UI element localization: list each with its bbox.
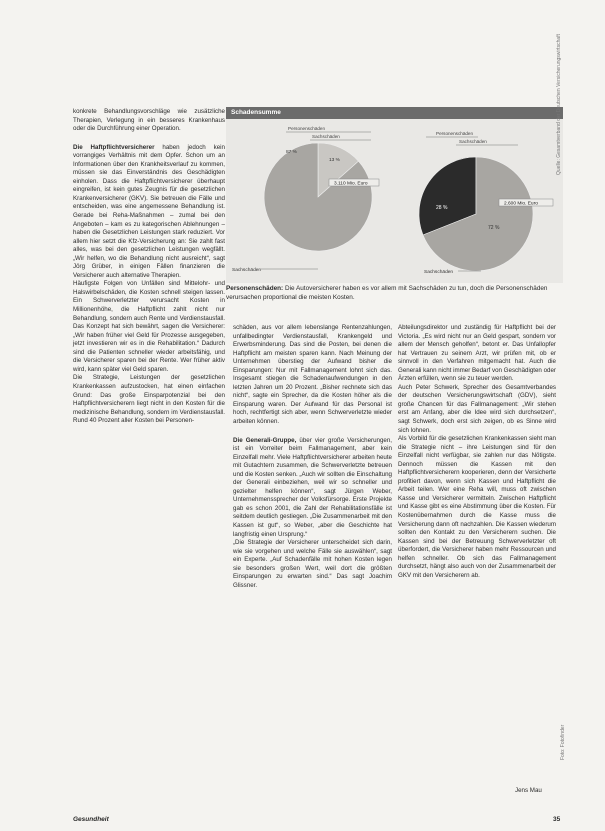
chart-credit: Quelle: Gesamtverband der Deutschen Versicherungswirtschaft <box>556 34 562 175</box>
left-callout: 3.110 Mio. Euro <box>334 181 368 187</box>
paragraph-lead: Die Haftpflichtversicherer <box>73 143 155 151</box>
figure-chart-area <box>226 119 563 283</box>
right-pie <box>419 131 553 275</box>
left-pie <box>232 126 379 273</box>
intro-paragraph: konkrete Behandlungsvorschläge wie zusätzliche Therapien, Verlegung in ein besseres Krankenhaus oder die Durchführung einer Operation. <box>73 108 225 133</box>
paragraph-lead: Die Generali-Gruppe, <box>233 436 297 444</box>
left-legend-1: Personenschäden <box>288 126 326 131</box>
page-number: 35 <box>553 816 561 823</box>
right-slice-label-1: 28 % <box>436 205 448 211</box>
figure-box <box>226 107 563 313</box>
right-bottom-label: Sachschäden <box>424 270 454 275</box>
right-callout: 2.600 Mio. Euro <box>504 201 538 207</box>
article-column-1 <box>73 108 225 426</box>
body-paragraph: Abteilungsdirektor und zuständig für Haftpflicht bei der Victoria. „Es wird nicht nur an Geld gespart, sondern vor allem der Mensch geholfen“, betont er. Das Unfallopfer hat Vertrauen zu seinem Arzt, wir prüfen mit, ob er sinnvoll in den Verfahren mitgemacht hat. Auch die Generali kann nicht immer Bedarf von Geschädigten oder Ärzten erfüllen, wenn sie zu teuer werden. Auch Peter Schwerk, Sprecher des Gesamtverbandes der deutschen Versicherungswirtschaft (GDV), sieht große Chancen für das Fallmanagement: „Wir stehen erst am Anfang, aber die Idee wird sich durchsetzen“, sagt Schwerk, doch erst sich zeigen, ob es Sinne wird sich lohnen. Als Vorbild für die gesetzlichen Krankenkassen sieht man die Strategie nicht – ihre Leistungen sind für den Einzelfall nicht verfügbar, sie zahlen nur das Nötigste. Dennoch müssen die Kassen mit den Haftpflichtversicherern kooperieren, denn der Versicherte profitiert davon, wenn sich Kassen und Haftpflicht die Arbeit teilen. Wer eine Reha will, muss oft zwischen Kasse und Versicherer vermitteln. Zwischen Haftpflicht und Kasse gibt es eine Abstimmung über die Kosten. Für Kostenübernahmen durch die Kasse muss die Versicherung dann oft nachzahlen. Die Kassen wiederum sollten den Kontakt zu den Versicherern suchen. Die Kassen sind bei der Betreuung Schwerverletzter oft überfordert, die Versicherer haben mehr Ressourcen und helfen schneller. Ob sich das Fallmanagement durchsetzt, hängt also auch von der Zusammenarbeit der GKV mit den Versicherern ab. <box>398 324 556 579</box>
body-paragraph: schäden, aus vor allem lebenslange Rentenzahlungen, unfallbedingter Verdienstausfall, Krankengeld und Erwerbsminderung. Das sind die Posten, bei denen die Haftpflicht am meisten sparen kann. Nach Meinung der Unternehmen überstieg der Aufwand bisher die Einsparungen: Nur mit Fallmanagement lohnt sich das. Insgesamt stiegen die Schadenaufwendungen in den letzten Jahren um 20 Prozent. „Bisher rechnete sich das nicht“, sagte ein Sprecher, da die Kosten höher als die Einsparung waren. Der Aufwand für das Personal ist hoch, rechtfertigt sich aber, wenn Schwerverletzte wieder arbeiten können. <box>233 324 392 426</box>
caption-lead: Personenschäden: <box>226 285 284 292</box>
paragraph-text: haben jedoch kein vorrangiges Verhältnis mit dem Opfer. Schon um an Informationen über den Krankheitsverlauf zu kommen, müssen sie das Einverständnis des Geschädigten einholen. Dass die Haftpflichtversicherer überhaupt eingreifen, ist kein gutes Zeugnis für die gesetzlichen Krankenversicherer (GKV). Sie betreuen die Fälle und entscheiden, was eine angemessene Behandlung ist. Gerade bei Reha-Maßnahmen – zumal bei den Angeboten – kam es zu kategorischen Ablehnungen – haben die Gesetzlichen Leistungen stark reduziert. Vor allem hier setzt die Kfz-Versicherung an: Sie zahlt fast alles, was bei den gesetzlichen Leistungen wegfällt. „Wir helfen, wo die Behandlung nicht ausreicht“, sagt Jörg Grüber, in einigen Fällen finanzieren die Versicherer auch alternative Therapien. Häufigste Folgen von Unfällen sind Mittelohr- und Halswirbelschäden, die Kosten schnell steigen lassen. Ein Schwerverletzter verursacht Kosten in Millionenhöhe, die Haftpflicht zahlt nicht nur Behandlung, sondern auch Rente und Verdienstausfall. Das Konzept hat sich bewährt, sagen die Versicherer: „Wir haben früher viel Geld für Prozesse ausgegeben, jetzt investieren wir es in die Rehabilitation.“ Dadurch sind die Patienten schneller wieder arbeitsfähig, und die Versicherer sparen bei der Rente. Wer früher aktiv wird, kann später viel Geld sparen. Die Strategie, Leistungen der gesetzlichen Krankenkassen aufzustocken, hat einen einfachen Grund: Das große Einsparpotenzial bei den Haftpflichtversicherern liegt nicht in den Kosten für die medizinische Behandlung, sondern im Verdienstausfall. Rund 40 Prozent aller Kosten bei Personen- <box>73 143 225 425</box>
caption-text: Die Autoversicherer haben es vor allem mit Sachschäden zu tun, doch die Personenschäden verursachen proportional die meisten Kosten. <box>226 285 548 301</box>
article-column-3 <box>398 324 556 580</box>
right-legend-2: Sachschäden <box>459 139 487 144</box>
left-legend-2: Sachschäden <box>312 134 340 139</box>
body-paragraph <box>73 144 225 426</box>
left-bottom-label: Sachschäden <box>232 268 262 273</box>
footer-brand <box>73 816 109 823</box>
paragraph-text: über vier große Versicherungen, ist ein Vorreiter beim Fallmanagement, aber kein Einzelfall mehr. Viele Haftpflichtversicherer arbeiten heute mit Gutachtern zusammen, die Schwerverletzte betreuen und die Kosten senken. „Auch wir sollten die Einschaltung der Generali einbeziehen, weil wir so schneller und gezielter helfen können“, sagt Jürgen Weber, Unternehmenssprecher der Volksfürsorge. Erste Projekte gab es schon 2001, die Zahl der Rehabilitationsfälle ist seitdem deutlich gestiegen. „Die Zusammenarbeit mit den Kassen ist gut“, so Weber, „aber die Geschichte hat langfristig einen Ursprung.“ „Die Strategie der Versicherer unterscheidet sich darin, wie sie vorgehen und welche Fälle sie auswählen“, sagt ein Experte. „Auf Schadenfälle mit hohen Kosten legen sie besonders großen Wert, weil dort die größten Einsparungen zu erwarten sind.“ Das sagt Joachim Glissner. <box>233 436 392 589</box>
right-slice-label-2: 72 % <box>488 225 500 231</box>
author-name: Jens Mau <box>515 787 542 794</box>
right-legend-1: Personenschäden <box>436 131 474 136</box>
left-slice-label-2: 87 % <box>286 150 297 155</box>
pie-charts <box>226 119 563 283</box>
photo-credit: Foto: Fotofinder <box>560 724 566 760</box>
brand-name: Gesundheit <box>73 816 109 823</box>
figure-caption <box>226 285 563 302</box>
body-paragraph <box>233 437 392 591</box>
article-column-2 <box>233 324 392 590</box>
left-slice-label-1: 13 % <box>329 158 340 163</box>
figure-header <box>226 107 563 119</box>
figure-title: Schadensumme <box>231 109 281 116</box>
